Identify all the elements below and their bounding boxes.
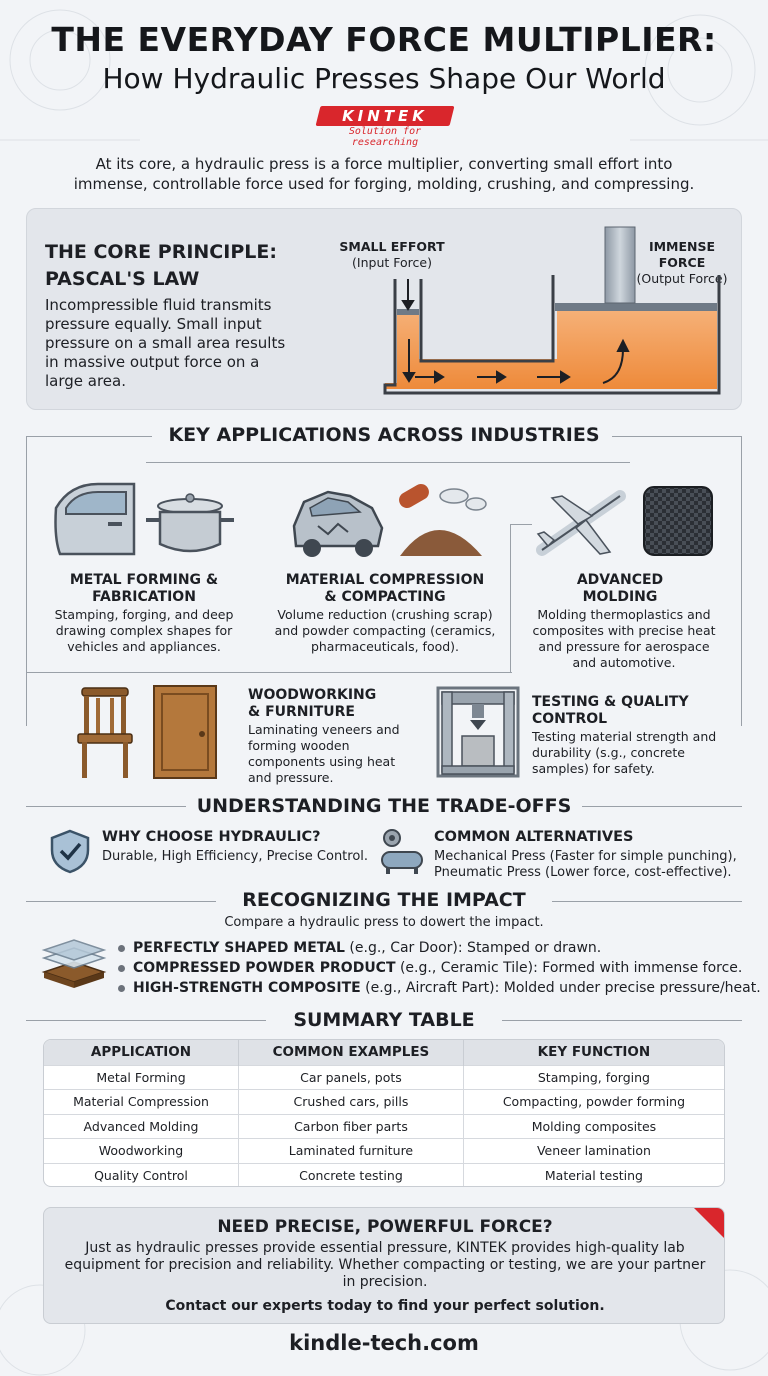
cooking-pot-icon bbox=[144, 492, 236, 560]
table-cell: Woodworking bbox=[44, 1139, 239, 1164]
app-title-line1: ADVANCED bbox=[576, 572, 664, 588]
table-row bbox=[44, 1163, 724, 1187]
impact-bullet bbox=[118, 959, 742, 977]
input-label: SMALL EFFORT bbox=[339, 239, 445, 254]
table-cell: Carbon fiber parts bbox=[239, 1114, 464, 1139]
footer-url-link[interactable]: kindle-tech.com bbox=[289, 1331, 479, 1355]
connector-line bbox=[26, 436, 27, 726]
core-principle-text: Incompressible fluid transmits pressure equally. Small input pressure on a small area results in massive output force on a large area. bbox=[45, 296, 286, 390]
chair-icon bbox=[72, 684, 138, 780]
table-cell: Molding composites bbox=[463, 1114, 724, 1139]
alternatives-line1: Mechanical Press (Faster for simple punching), bbox=[434, 849, 737, 864]
impact-bullet-text: (e.g., Car Door): Stamped or drawn. bbox=[344, 940, 602, 956]
app-title-line1: MATERIAL COMPRESSION bbox=[285, 572, 485, 588]
table-cell: Car panels, pots bbox=[239, 1065, 464, 1090]
wooden-door-icon bbox=[152, 684, 218, 780]
app-title-line2: FABRICATION bbox=[92, 589, 196, 605]
hydraulic-cylinders-graphic bbox=[337, 217, 737, 407]
input-sub: (Input Force) bbox=[352, 255, 432, 270]
airplane-icon bbox=[532, 484, 630, 560]
core-heading-line1: THE CORE PRINCIPLE: bbox=[45, 241, 277, 263]
tradeoffs-heading: UNDERSTANDING THE TRADE-OFFS bbox=[196, 795, 572, 817]
impact-bullet-text: (e.g., Ceramic Tile): Formed with immense force. bbox=[395, 960, 743, 976]
pascal-law-diagram bbox=[337, 217, 737, 407]
connector-line bbox=[510, 524, 532, 525]
why-hydraulic-text: Durable, High Efficiency, Precise Control. bbox=[102, 849, 369, 864]
bullet-dot bbox=[118, 965, 125, 972]
bullet-dot bbox=[118, 985, 125, 992]
alternatives-line2: Pneumatic Press (Lower force, cost-effective). bbox=[434, 865, 732, 880]
app-molding-text: Molding thermoplastics and composites with precise heat and pressure for aerospace and automotive. bbox=[532, 607, 716, 670]
app-woodworking-text: Laminating veneers and forming wooden components using heat and pressure. bbox=[248, 722, 400, 785]
app-title-line2: & FURNITURE bbox=[248, 704, 355, 720]
app-title-line1: METAL FORMING & bbox=[69, 572, 219, 588]
shield-check-icon bbox=[48, 828, 92, 874]
impact-bullet bbox=[118, 979, 761, 997]
why-hydraulic-title: WHY CHOOSE HYDRAULIC? bbox=[102, 829, 321, 845]
app-compression-text: Volume reduction (crushing scrap) and powder compacting (ceramics, pharmaceuticals, food). bbox=[274, 607, 496, 654]
table-cell: Material Compression bbox=[44, 1090, 239, 1115]
impact-bullet-bold: COMPRESSED POWDER PRODUCT bbox=[133, 960, 396, 976]
alternatives-text bbox=[434, 849, 737, 881]
core-principle-panel bbox=[26, 208, 742, 410]
column-header: KEY FUNCTION bbox=[463, 1040, 724, 1065]
connector-line bbox=[26, 672, 512, 673]
app-title-line1: TESTING & QUALITY bbox=[532, 694, 689, 710]
car-door-icon bbox=[50, 478, 140, 560]
page-title: THE EVERYDAY FORCE MULTIPLIER: bbox=[51, 20, 717, 59]
impact-bullet-text: (e.g., Aircraft Part): Molded under precise pressure/heat. bbox=[360, 980, 761, 996]
cta-heading: NEED PRECISE, POWERFUL FORCE? bbox=[217, 1217, 553, 1237]
connector-line bbox=[146, 462, 630, 463]
cta-body: Just as hydraulic presses provide essential pressure, KINTEK provides high-quality lab equipment for precision and reliability. Whether compacting or testing, we are your partner in precision. bbox=[64, 1240, 706, 1290]
output-sub: (Output Force) bbox=[636, 271, 728, 286]
divider bbox=[612, 436, 742, 437]
app-woodworking-title bbox=[248, 687, 408, 721]
bullet-dot bbox=[118, 945, 125, 952]
test-press-icon bbox=[436, 686, 520, 778]
pneumatic-compressor-icon bbox=[378, 826, 426, 876]
app-metal-forming-text: Stamping, forging, and deep drawing complex shapes for vehicles and appliances. bbox=[54, 607, 234, 654]
impact-bullet-bold: HIGH-STRENGTH COMPOSITE bbox=[133, 980, 361, 996]
table-cell: Stamping, forging bbox=[463, 1065, 724, 1090]
cta-contact-link[interactable]: Contact our experts today to find your perfect solution. bbox=[165, 1298, 605, 1314]
logo-tagline: Solution for researching bbox=[348, 126, 422, 148]
page-subtitle: How Hydraulic Presses Shape Our World bbox=[102, 62, 666, 95]
connector-line bbox=[741, 436, 742, 726]
summary-heading: SUMMARY TABLE bbox=[293, 1009, 475, 1031]
app-metal-forming-title bbox=[44, 572, 244, 606]
crushed-car-icon bbox=[288, 482, 386, 560]
table-row bbox=[44, 1065, 724, 1090]
impact-heading: RECOGNIZING THE IMPACT bbox=[242, 889, 526, 911]
column-header: COMMON EXAMPLES bbox=[239, 1040, 464, 1065]
kintek-logo[interactable] bbox=[318, 106, 452, 148]
divider bbox=[26, 436, 152, 437]
app-compression-title bbox=[272, 572, 498, 606]
core-principle-heading bbox=[45, 239, 277, 293]
impact-bullet bbox=[118, 939, 601, 957]
summary-table bbox=[43, 1039, 725, 1187]
applications-heading: KEY APPLICATIONS ACROSS INDUSTRIES bbox=[168, 424, 600, 446]
table-cell: Metal Forming bbox=[44, 1065, 239, 1090]
table-cell: Compacting, powder forming bbox=[463, 1090, 724, 1115]
app-testing-text: Testing material strength and durability (s.g., concrete samples) for safety. bbox=[532, 729, 717, 776]
layered-materials-icon bbox=[40, 936, 108, 992]
table-cell: Veneer lamination bbox=[463, 1139, 724, 1164]
intro-text: At its core, a hydraulic press is a force multiplier, converting small effort into immense, controllable force used for forging, molding, crushing, and compressing. bbox=[73, 155, 695, 193]
connector-line bbox=[510, 524, 511, 672]
table-row bbox=[44, 1090, 724, 1115]
app-molding-title bbox=[520, 572, 720, 606]
impact-subtitle: Compare a hydraulic press to dowert the impact. bbox=[224, 915, 544, 930]
cta-panel bbox=[43, 1207, 725, 1324]
table-cell: Quality Control bbox=[44, 1163, 239, 1187]
output-label: IMMENSE FORCE bbox=[648, 239, 716, 270]
app-title-line2: CONTROL bbox=[532, 711, 608, 727]
table-row bbox=[44, 1114, 724, 1139]
table-row bbox=[44, 1139, 724, 1164]
table-header-row bbox=[44, 1040, 724, 1065]
alternatives-title: COMMON ALTERNATIVES bbox=[434, 829, 634, 845]
table-cell: Advanced Molding bbox=[44, 1114, 239, 1139]
core-heading-line2: PASCAL'S LAW bbox=[45, 268, 200, 290]
app-title-line2: MOLDING bbox=[582, 589, 658, 605]
app-title-line1: WOODWORKING bbox=[248, 687, 377, 703]
impact-bullet-bold: PERFECTLY SHAPED METAL bbox=[133, 940, 345, 956]
pills-icon bbox=[392, 482, 488, 560]
table-cell: Material testing bbox=[463, 1163, 724, 1187]
carbon-fiber-icon bbox=[642, 485, 714, 557]
table-cell: Concrete testing bbox=[239, 1163, 464, 1187]
table-cell: Crushed cars, pills bbox=[239, 1090, 464, 1115]
column-header: APPLICATION bbox=[44, 1040, 239, 1065]
app-title-line2: & COMPACTING bbox=[324, 589, 446, 605]
table-cell: Laminated furniture bbox=[239, 1139, 464, 1164]
logo-text: KINTEK bbox=[342, 107, 428, 125]
app-testing-title bbox=[532, 694, 722, 728]
